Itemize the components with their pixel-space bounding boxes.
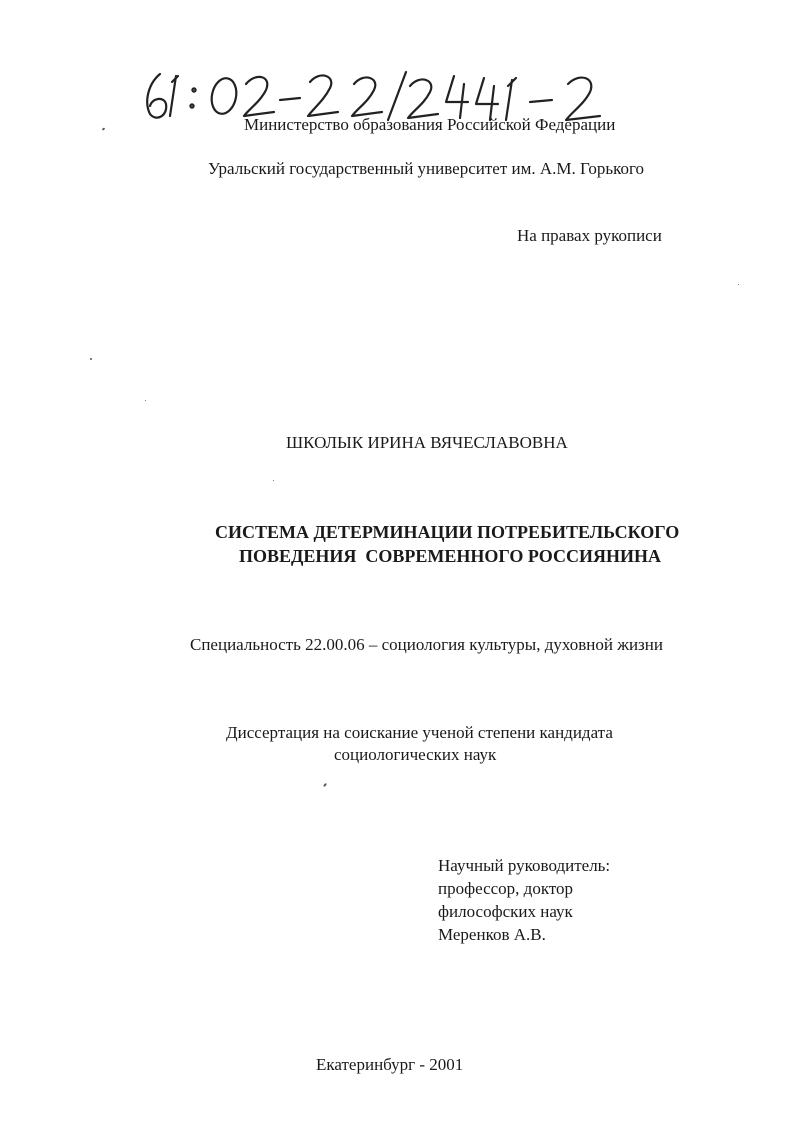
scan-speck — [738, 284, 739, 285]
supervisor-role: Научный руководитель: — [438, 856, 611, 875]
scan-speck — [90, 358, 92, 360]
dissertation-title-line2: ПОВЕДЕНИЯ СОВРЕМЕННОГО РОССИЯНИНА — [239, 546, 662, 566]
supervisor-title1: профессор, доктор — [438, 879, 574, 898]
scan-speck — [145, 400, 146, 401]
author-name: ШКОЛЫК ИРИНА ВЯЧЕСЛАВОВНА — [286, 433, 568, 452]
degree-line1: Диссертация на соискание ученой степени кандидата — [226, 723, 613, 742]
svg-text:61:02-22/244-2: 61:02-22/244-2 — [138, 66, 145, 67]
degree-line2: социологических наук — [334, 745, 497, 764]
supervisor-title2: философских наук — [438, 902, 573, 921]
scan-speck — [323, 783, 327, 787]
supervisor-name: Меренков А.В. — [438, 925, 546, 944]
scan-speck — [273, 480, 274, 481]
specialty: Специальность 22.00.06 – социология культуры, духовной жизни — [190, 635, 663, 654]
scan-speck — [102, 127, 106, 130]
ministry-name: Министерство образования Российской Федерации — [244, 115, 616, 134]
dissertation-title-line1: СИСТЕМА ДЕТЕРМИНАЦИИ ПОТРЕБИТЕЛЬСКОГО — [215, 522, 680, 542]
manuscript-note: На правах рукописи — [517, 226, 662, 245]
university-name: Уральский государственный университет им. А.М. Горького — [208, 159, 645, 178]
city-year: Екатеринбург - 2001 — [316, 1055, 464, 1074]
